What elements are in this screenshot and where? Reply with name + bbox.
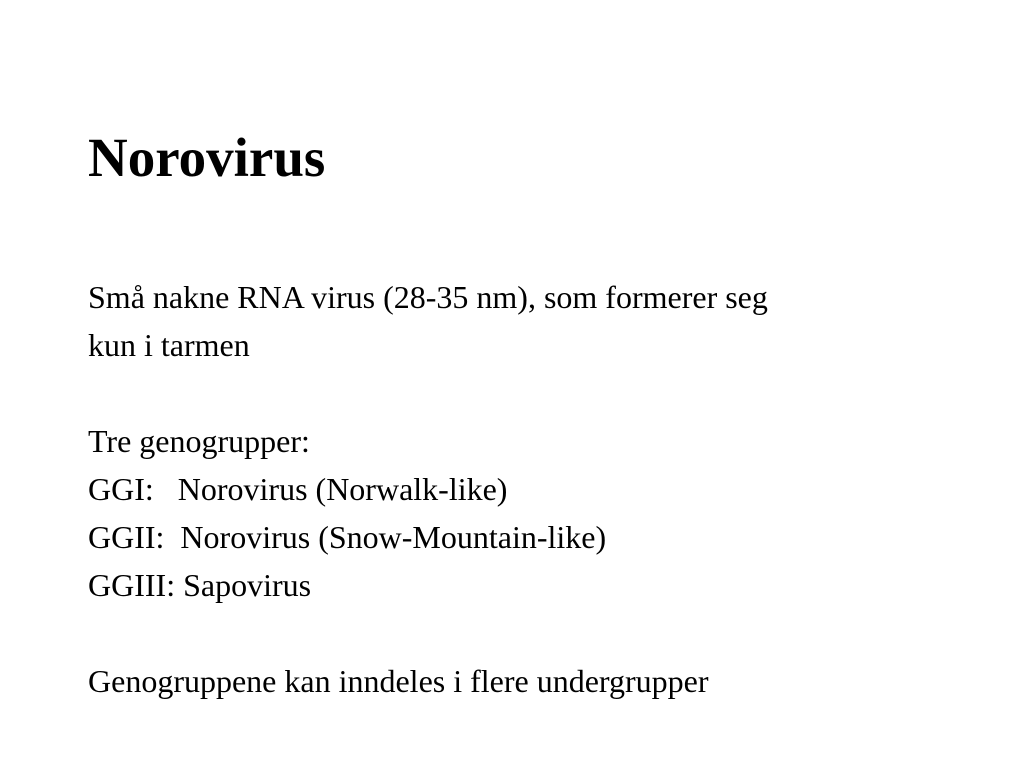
spacer (88, 609, 968, 657)
intro-line-1: Små nakne RNA virus (28-35 nm), som formerer seg (88, 279, 768, 315)
genogroup-item: GGI: Norovirus (Norwalk-like) (88, 471, 508, 507)
footer-line: Genogruppene kan inndeles i flere undergrupper (88, 663, 709, 699)
genogroup-item: GGII: Norovirus (Snow-Mountain-like) (88, 519, 607, 555)
slide-title: Norovirus (88, 127, 326, 188)
spacer (88, 369, 968, 417)
slide-body (88, 273, 968, 705)
genogroups-heading: Tre genogrupper: (88, 423, 310, 459)
genogroup-item: GGIII: Sapovirus (88, 567, 312, 603)
intro-line-2: kun i tarmen (88, 327, 250, 363)
